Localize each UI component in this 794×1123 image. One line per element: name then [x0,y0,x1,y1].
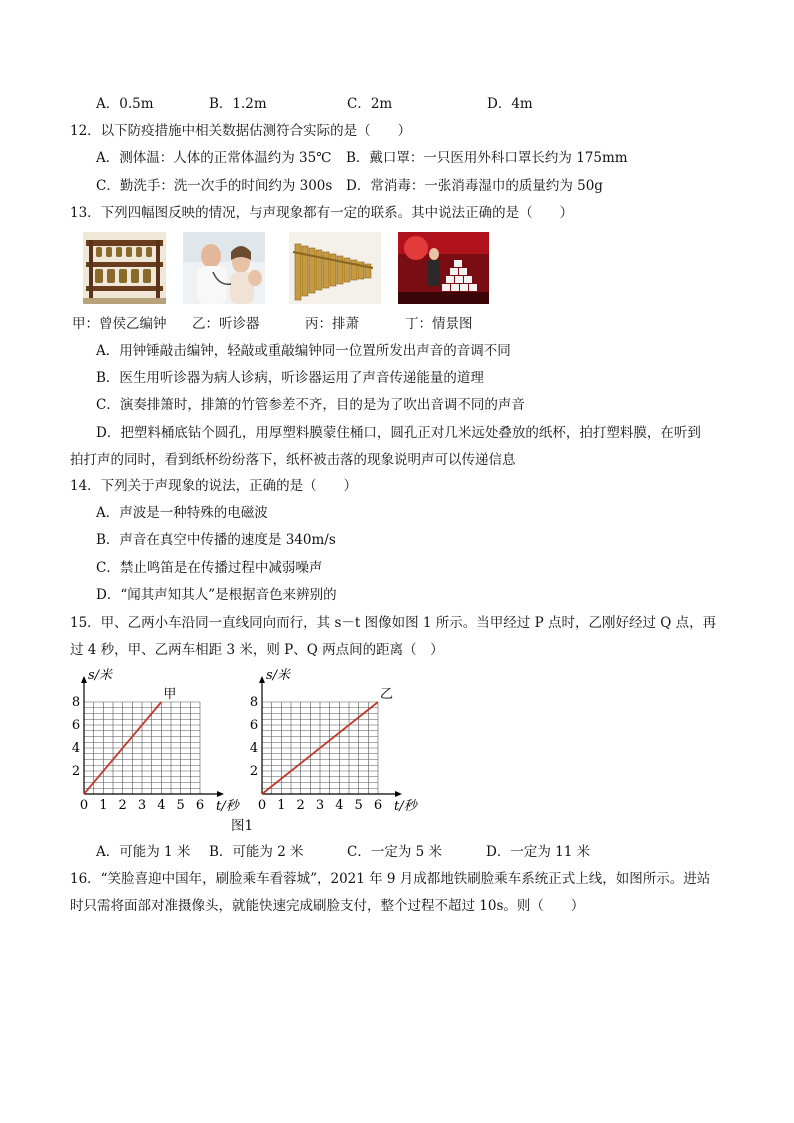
y-tick-label: 8 [249,695,259,710]
x-axis-label: t/秒 [394,799,417,814]
q13-option-d: D．把塑料桶底钻个圆孔，用厚塑料膜蒙住桶口，圆孔正对几米远处叠放的纸杯，拍打塑料膜，在听到 [96,425,701,441]
x-tick-label: 3 [315,798,325,813]
q15-stem-line1: 15．甲、乙两小车沿同一直线同向而行，其 s－t 图像如图 1 所示。当甲经过 P 点时，乙刚好经过 Q 点，再 [70,615,717,631]
q14-option-c: C．禁止鸣笛是在传播过程中减弱噪声 [96,560,323,576]
y-axis-label: s/米 [88,668,113,683]
x-tick-label: 2 [296,798,305,813]
q12-option-b: B．戴口罩：一只医用外科口罩长约为 175mm [346,150,628,166]
y-tick-label: 6 [249,718,259,733]
x-tick-label: 1 [99,798,108,813]
stethoscope-image [183,232,265,304]
x-tick-label: 6 [195,798,205,813]
q15-stem-line2: 过 4 秒，甲、乙两车相距 3 米，则 P、Q 两点间的距离（ ） [70,642,444,658]
y-tick-label: 2 [249,764,259,779]
x-axis-arrow [217,791,224,797]
figure-caption: 图1 [231,818,254,834]
bianzhong-image [83,232,166,304]
x-axis-arrow [395,791,402,797]
y-tick-label: 6 [71,718,81,733]
x-tick-label: 6 [373,798,383,813]
q11-option-d: D．4m [487,96,533,112]
series-label: 乙 [380,687,394,702]
scene-image [398,232,489,304]
caption-jia: 甲：曾侯乙编钟 [72,316,167,332]
st-graph-yi [240,665,440,817]
x-tick-label: 4 [335,798,344,813]
x-tick-label: 0 [79,798,89,813]
y-axis-arrow [259,676,265,683]
y-tick-label: 8 [71,695,81,710]
q15-option-b: B．可能为 2 米 [209,844,304,860]
q14-stem: 14．下列关于声现象的说法，正确的是（ ） [70,478,358,494]
q12-option-c: C．勤洗手：洗一次手的时间约为 300s [96,178,333,194]
x-tick-label: 2 [118,798,127,813]
q11-option-c: C．2m [347,96,393,112]
st-graph-jia [62,665,262,817]
q11-option-b: B．1.2m [209,96,267,112]
q14-option-b: B．声音在真空中传播的速度是 340m/s [96,532,336,548]
x-tick-label: 5 [176,798,185,813]
y-axis-arrow [81,676,87,683]
q14-option-d: D．“闻其声知其人”是根据音色来辨别的 [96,587,337,603]
q15-option-c: C．一定为 5 米 [347,844,443,860]
q15-option-a: A．可能为 1 米 [96,844,191,860]
q12-stem: 12．以下防疫措施中相关数据估测符合实际的是（ ） [70,123,412,139]
q16-stem-line2: 时只需将面部对准摄像头，就能快速完成刷脸支付，整个过程不超过 10s。则（ ） [70,898,585,914]
x-tick-label: 4 [157,798,166,813]
q13-option-b: B．医生用听诊器为病人诊病，听诊器运用了声音传递能量的道理 [96,370,484,386]
x-tick-label: 3 [137,798,147,813]
q13-option-c: C．演奏排箫时，排箫的竹管参差不齐，目的是为了吹出音调不同的声音 [96,397,525,413]
y-axis-label: s/米 [266,668,291,683]
y-tick-label: 2 [71,764,81,779]
q13-option-d-continued: 拍打声的同时，看到纸杯纷纷落下，纸杯被击落的现象说明声可以传递信息 [70,452,516,468]
q12-option-a: A．测体温：人体的正常体温约为 35℃ [96,150,332,166]
q13-stem: 13．下列四幅图反映的情况，与声现象都有一定的联系。其中说法正确的是（ ） [70,205,574,221]
q14-option-a: A．声波是一种特殊的电磁波 [96,505,268,521]
q15-option-d: D．一定为 11 米 [486,844,591,860]
caption-ding: 丁：情景图 [405,316,473,332]
q13-option-a: A．用钟锤敲击编钟，轻敲或重敲编钟同一位置所发出声音的音调不同 [96,343,511,359]
x-tick-label: 1 [277,798,286,813]
q16-stem-line1: 16．“笑脸喜迎中国年，刷脸乘车看蓉城”，2021 年 9 月成都地铁刷脸乘车系统正式上线，如图所示。进站 [70,871,711,887]
q11-option-a: A．0.5m [96,96,154,112]
caption-yi: 乙：听诊器 [192,316,260,332]
y-tick-label: 4 [249,741,259,756]
x-tick-label: 0 [257,798,267,813]
paixiao-image [289,232,381,304]
series-label: 甲 [163,687,177,702]
x-axis-label: t/秒 [216,799,239,814]
caption-bing: 丙：排萧 [305,316,359,332]
q12-option-d: D．常消毒：一张消毒湿巾的质量约为 50g [346,178,603,194]
x-tick-label: 5 [354,798,363,813]
y-tick-label: 4 [71,741,81,756]
